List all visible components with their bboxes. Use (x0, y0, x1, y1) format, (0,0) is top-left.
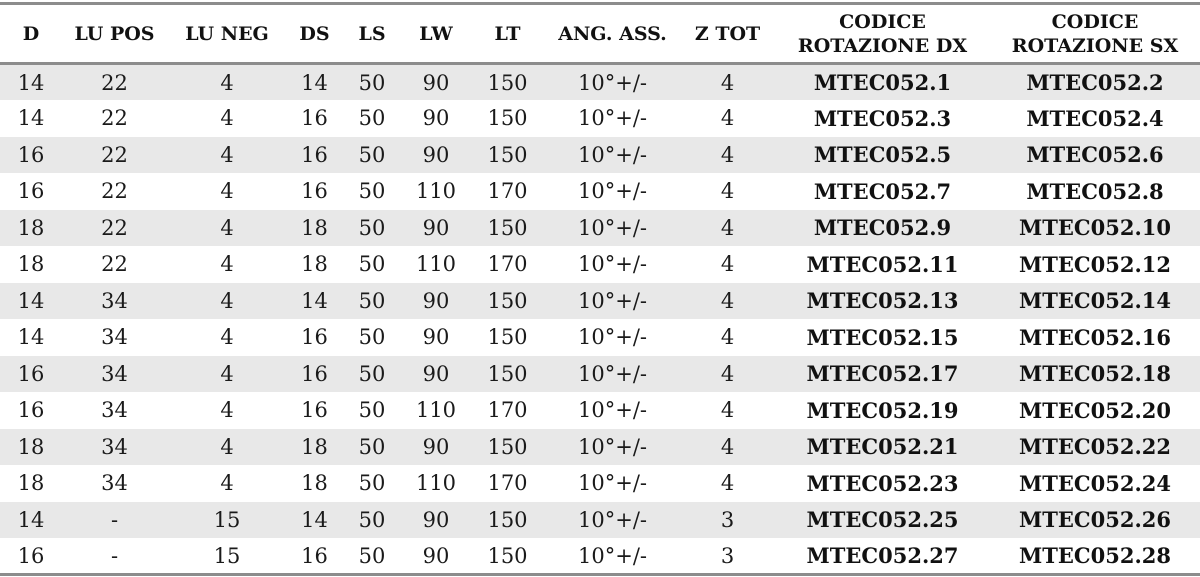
cell-ang-ass: 10°+/- (578, 398, 647, 423)
table-row (0, 246, 1200, 283)
cell-ang-ass: 10°+/- (578, 252, 647, 277)
header-label: ANG. ASS. (558, 22, 667, 45)
cell-ds: 16 (301, 142, 328, 167)
header-label: ROTAZIONE SX (1011, 34, 1179, 57)
cell-d: 18 (17, 434, 45, 459)
cell-ang-ass: 10°+/- (578, 215, 647, 240)
cell-ang-ass: 10°+/- (578, 361, 647, 386)
cell-z-tot: 4 (720, 325, 735, 350)
cell-ds: 16 (301, 106, 328, 131)
cell-code-dx: MTEC052.7 (813, 178, 952, 204)
spec-table (0, 2, 1200, 576)
cell-lt: 170 (487, 398, 528, 423)
cell-ang-ass: 10°+/- (578, 179, 647, 204)
cell-z-tot: 4 (720, 288, 735, 313)
cell-code-dx: MTEC052.11 (806, 251, 959, 277)
header-label: DS (299, 22, 330, 45)
header-row (0, 4, 1200, 64)
cell-lw: 90 (422, 215, 450, 240)
cell-d: 14 (17, 106, 45, 131)
header-ds (287, 4, 342, 64)
cell-lu-pos: 34 (101, 325, 128, 350)
cell-z-tot: 4 (720, 361, 735, 386)
cell-lw: 90 (422, 361, 450, 386)
table-row (0, 173, 1200, 210)
table-row (0, 64, 1200, 101)
cell-ang-ass: 10°+/- (578, 142, 647, 167)
cell-d: 14 (17, 288, 45, 313)
table-row (0, 538, 1200, 575)
cell-ds: 16 (301, 325, 328, 350)
header-label: LU POS (74, 22, 155, 45)
cell-code-dx: MTEC052.25 (806, 507, 959, 533)
cell-code-sx: MTEC052.22 (1019, 434, 1171, 460)
header-label: LT (494, 22, 521, 45)
cell-code-sx: MTEC052.24 (1019, 470, 1171, 496)
cell-code-dx: MTEC052.21 (806, 434, 959, 460)
cell-ls: 50 (358, 142, 386, 167)
cell-d: 18 (17, 215, 45, 240)
cell-ds: 18 (301, 252, 328, 277)
cell-code-sx: MTEC052.26 (1019, 507, 1171, 533)
cell-lt: 150 (487, 106, 528, 131)
cell-lu-neg: 15 (167, 538, 287, 575)
cell-ang-ass: 10°+/- (578, 471, 647, 496)
cell-z-tot: 3 (720, 507, 735, 532)
cell-lt: 150 (487, 361, 528, 386)
table-row (0, 283, 1200, 320)
cell-lu-neg: 4 (220, 434, 234, 459)
cell-lw: 90 (422, 142, 450, 167)
cell-lw: 90 (422, 106, 450, 131)
cell-ls: 50 (358, 70, 386, 95)
cell-lu-pos: 22 (101, 70, 128, 95)
cell-z-tot: 4 (720, 70, 735, 95)
cell-lt: 150 (487, 215, 528, 240)
cell-lu-neg: 4 (220, 252, 234, 277)
header-lw (402, 4, 470, 64)
cell-z-tot: 4 (720, 142, 735, 167)
table-row (0, 356, 1200, 393)
cell-code-sx: MTEC052.6 (1026, 142, 1164, 168)
cell-lu-pos: - (62, 538, 167, 575)
cell-ds: 14 (301, 70, 328, 95)
cell-ls: 50 (342, 538, 402, 575)
cell-code-sx: MTEC052.12 (1019, 251, 1171, 277)
table-body (0, 64, 1200, 575)
cell-d: 16 (0, 538, 62, 575)
cell-lw: 90 (422, 325, 450, 350)
cell-ls: 50 (358, 215, 386, 240)
table-row (0, 137, 1200, 174)
cell-lu-neg: 4 (220, 398, 234, 423)
cell-lw: 90 (422, 70, 450, 95)
header-codice-rotazione-sx (990, 4, 1200, 64)
table-row (0, 429, 1200, 466)
cell-code-dx: MTEC052.1 (813, 70, 952, 95)
cell-z-tot: 4 (720, 215, 735, 240)
cell-lt: 150 (487, 325, 528, 350)
cell-lu-neg: 4 (220, 471, 234, 496)
cell-ls: 50 (358, 434, 386, 459)
cell-lu-neg: 4 (220, 325, 234, 350)
cell-z-tot: 4 (720, 471, 735, 496)
cell-ds: 18 (301, 434, 328, 459)
cell-ds: 18 (301, 471, 328, 496)
header-label: D (22, 22, 40, 45)
cell-code-sx: MTEC052.14 (1019, 288, 1171, 314)
cell-ls: 50 (358, 252, 386, 277)
header-z-tot (680, 4, 775, 64)
header-d (0, 4, 62, 64)
cell-lt: 150 (487, 288, 528, 313)
cell-code-sx: MTEC052.20 (1019, 397, 1171, 423)
cell-z-tot: 4 (720, 179, 735, 204)
cell-code-dx: MTEC052.17 (806, 361, 959, 387)
cell-ls: 50 (358, 361, 386, 386)
header-label: CODICE (1051, 10, 1139, 33)
cell-lu-pos: 34 (101, 471, 128, 496)
cell-ang-ass: 10°+/- (578, 288, 647, 313)
cell-ds: 16 (287, 538, 342, 575)
cell-ls: 50 (358, 288, 386, 313)
cell-ds: 16 (301, 179, 328, 204)
table-row (0, 319, 1200, 356)
header-lu-neg (167, 4, 287, 64)
cell-code-sx: MTEC052.16 (1019, 324, 1171, 350)
cell-ds: 16 (301, 361, 328, 386)
header-label: CODICE (839, 10, 926, 33)
cell-d: 16 (17, 179, 45, 204)
cell-lt: 150 (487, 142, 528, 167)
table-row (0, 465, 1200, 502)
cell-code-dx: MTEC052.13 (806, 288, 959, 314)
cell-lu-neg: 4 (220, 288, 234, 313)
cell-lu-pos: - (110, 507, 119, 532)
cell-lu-pos: 34 (101, 398, 128, 423)
cell-lu-neg: 4 (220, 215, 234, 240)
cell-d: 16 (17, 142, 45, 167)
cell-lt: 150 (487, 434, 528, 459)
cell-lw: 110 (415, 398, 457, 423)
cell-lu-neg: 4 (220, 361, 234, 386)
header-lt (470, 4, 545, 64)
cell-code-dx: MTEC052.9 (813, 215, 952, 241)
cell-z-tot: 4 (720, 398, 735, 423)
cell-lw: 110 (415, 252, 457, 277)
cell-lu-neg: 4 (220, 106, 234, 131)
header-ls (342, 4, 402, 64)
cell-code-sx: MTEC052.18 (1019, 361, 1171, 387)
cell-lu-pos: 34 (101, 434, 128, 459)
cell-code-dx: MTEC052.5 (813, 142, 952, 168)
cell-ang-ass: 10°+/- (578, 70, 647, 95)
cell-d: 14 (17, 70, 45, 95)
cell-lu-neg: 4 (220, 142, 234, 167)
cell-d: 16 (17, 398, 45, 423)
cell-ls: 50 (358, 325, 386, 350)
cell-ds: 14 (301, 507, 328, 532)
cell-code-dx: MTEC052.3 (813, 105, 952, 131)
cell-ds: 14 (301, 288, 328, 313)
cell-ds: 16 (301, 398, 328, 423)
header-label: LS (358, 22, 386, 45)
header-codice-rotazione-dx (775, 4, 990, 64)
cell-code-sx: MTEC052.28 (990, 538, 1200, 575)
cell-ls: 50 (358, 471, 386, 496)
cell-code-sx: MTEC052.8 (1026, 178, 1164, 204)
cell-lu-pos: 34 (101, 288, 128, 313)
cell-code-sx: MTEC052.2 (1026, 70, 1164, 95)
cell-code-dx: MTEC052.23 (806, 470, 959, 496)
cell-ls: 50 (358, 398, 386, 423)
cell-code-sx: MTEC052.4 (1026, 105, 1164, 131)
table-header (0, 4, 1200, 64)
table-row (0, 100, 1200, 137)
cell-lu-pos: 22 (101, 215, 128, 240)
cell-lu-neg: 15 (213, 507, 241, 532)
cell-ds: 18 (301, 215, 328, 240)
cell-lu-pos: 22 (101, 106, 128, 131)
cell-z-tot: 4 (720, 106, 735, 131)
cell-code-dx: MTEC052.15 (806, 324, 959, 350)
cell-lu-neg: 4 (220, 179, 234, 204)
cell-lu-pos: 22 (101, 252, 128, 277)
cell-lt: 170 (487, 179, 528, 204)
table-row (0, 392, 1200, 429)
header-label: LW (419, 22, 453, 45)
cell-lt: 150 (470, 538, 545, 575)
cell-ang-ass: 10°+/- (578, 434, 647, 459)
cell-d: 16 (17, 361, 45, 386)
header-lu-pos (62, 4, 167, 64)
cell-lw: 90 (422, 434, 450, 459)
cell-lu-pos: 22 (101, 179, 128, 204)
cell-code-dx: MTEC052.27 (775, 538, 990, 575)
header-label: ROTAZIONE DX (797, 34, 968, 57)
cell-lt: 150 (487, 507, 528, 532)
cell-ang-ass: 10°+/- (545, 538, 680, 575)
cell-lt: 150 (487, 70, 528, 95)
cell-ang-ass: 10°+/- (578, 325, 647, 350)
table-row (0, 502, 1200, 539)
cell-ang-ass: 10°+/- (578, 507, 647, 532)
cell-lt: 170 (487, 471, 528, 496)
table-row (0, 210, 1200, 247)
cell-lt: 170 (487, 252, 528, 277)
cell-z-tot: 4 (720, 252, 735, 277)
cell-code-sx: MTEC052.10 (1019, 215, 1171, 241)
cell-code-dx: MTEC052.19 (806, 397, 959, 423)
cell-d: 14 (17, 507, 45, 532)
cell-ang-ass: 10°+/- (578, 106, 647, 131)
cell-lu-pos: 34 (101, 361, 128, 386)
cell-d: 14 (17, 325, 45, 350)
cell-lw: 110 (415, 179, 457, 204)
cell-lw: 90 (422, 288, 450, 313)
cell-lw: 90 (422, 507, 450, 532)
cell-lu-pos: 22 (101, 142, 128, 167)
cell-ls: 50 (358, 507, 386, 532)
cell-ls: 50 (358, 179, 386, 204)
cell-lw: 90 (402, 538, 470, 575)
cell-z-tot: 3 (680, 538, 775, 575)
cell-d: 18 (17, 252, 45, 277)
header-ang-ass (545, 4, 680, 64)
header-label: Z TOT (694, 22, 761, 45)
cell-ls: 50 (358, 106, 386, 131)
cell-d: 18 (17, 471, 45, 496)
cell-lu-neg: 4 (220, 70, 234, 95)
header-label: LU NEG (185, 22, 269, 45)
cell-z-tot: 4 (720, 434, 735, 459)
cell-lw: 110 (415, 471, 457, 496)
